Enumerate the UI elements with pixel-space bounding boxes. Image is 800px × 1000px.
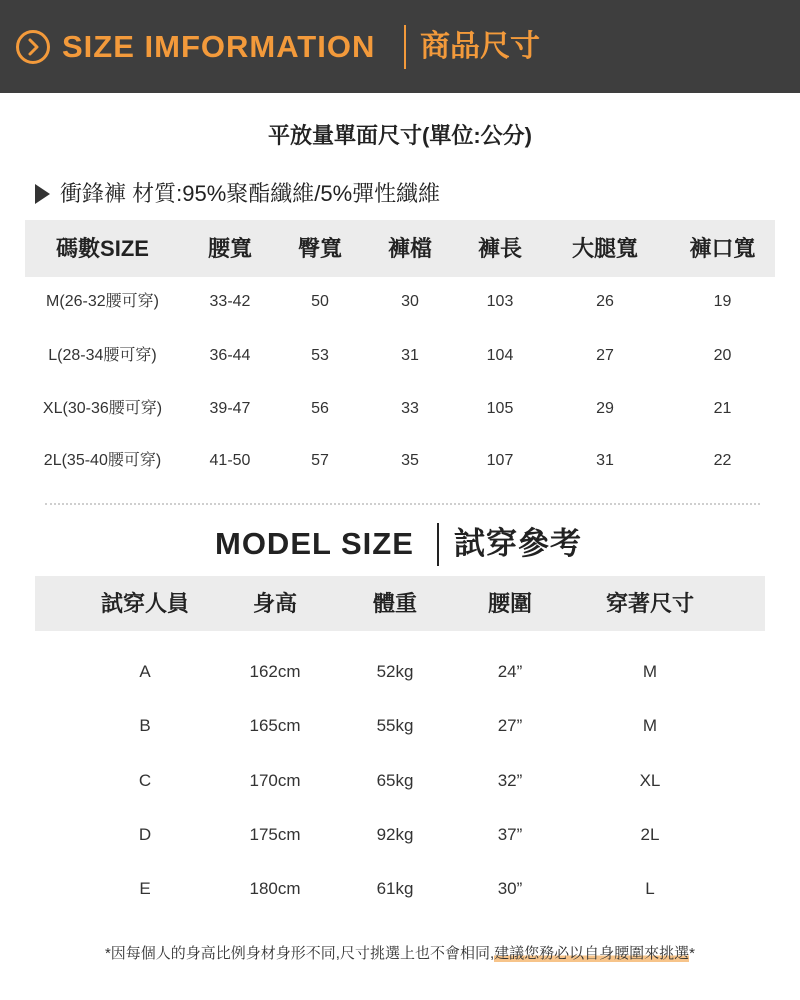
banner-title: SIZE IMFORMATION [62,29,376,64]
size-header-cell: 碼數SIZE [56,236,149,261]
size-header-cell: 臀寬 [297,236,342,261]
model-cell: 180cm [249,879,301,898]
size-cell: 41-50 [209,452,251,469]
model-cell: 24” [497,662,523,681]
size-table-row [25,446,775,476]
size-cell: 19 [713,293,732,310]
model-cell: 165cm [249,716,301,735]
header-banner [0,0,800,93]
size-header-cell: 腰寬 [207,236,252,261]
model-cell: 27” [497,716,523,735]
size-cell: 105 [486,400,514,417]
size-cell: 31 [596,452,614,469]
model-cell: B [139,716,151,735]
size-cell: 57 [311,452,329,469]
size-cell: 35 [401,452,419,469]
size-cell: 53 [311,347,329,364]
model-header-cell: 腰圍 [487,591,532,616]
model-cell: 52kg [376,662,414,681]
model-cell: D [138,825,152,844]
size-cell: 56 [311,400,329,417]
size-header-cell: 褲口寬 [689,236,756,261]
banner-divider [404,25,406,69]
model-cell: A [139,662,151,681]
model-cell: 30” [497,879,523,898]
footer-note [0,943,800,965]
size-cell: 103 [486,293,514,310]
size-cell: 29 [596,400,614,417]
model-header-cell: 穿著尺寸 [605,591,694,616]
model-cell: M [642,662,658,681]
chevron-right-circle-icon [15,29,51,65]
model-header-cell: 體重 [372,591,417,616]
model-table-row [35,820,765,850]
size-cell: 30 [401,293,419,310]
banner-title-cn: 商品尺寸 [420,30,540,63]
model-cell: 37” [497,825,523,844]
size-table-row [25,287,775,317]
footer-note-text: *因每個人的身高比例身材身形不同,尺寸挑選上也不會相同, [104,945,495,962]
size-cell: 107 [486,452,514,469]
model-cell: 162cm [249,662,301,681]
model-cell: 61kg [376,879,414,898]
model-table-row [35,657,765,687]
model-cell: 32” [497,771,523,790]
size-cell: 21 [713,400,732,417]
model-cell: XL [639,771,661,790]
model-cell: E [139,879,151,898]
size-cell: 39-47 [209,400,251,417]
footer-note-highlight: 建議您務必以自身腰圍來挑選 [494,945,690,962]
dotted-divider [45,503,760,505]
triangle-bullet-icon [35,184,50,204]
model-cell: 65kg [376,771,414,790]
size-cell: 26 [596,293,614,310]
size-cell: 50 [311,293,329,310]
size-table-row [25,341,775,371]
model-header-cell: 試穿人員 [100,591,189,616]
size-cell: XL(30-36腰可穿) [42,400,163,417]
size-cell: 36-44 [209,347,251,364]
size-cell: 22 [713,452,732,469]
model-cell: 92kg [376,825,414,844]
material-text: 衝鋒褲 材質:95%聚酯纖維/5%彈性纖維 [60,181,441,206]
model-table-row [35,766,765,796]
size-cell: 33 [401,400,419,417]
model-cell: 55kg [376,716,414,735]
model-title-divider [437,523,439,566]
model-cell: 170cm [249,771,301,790]
model-cell: 175cm [249,825,301,844]
model-cell: 2L [640,825,660,844]
size-cell: 33-42 [209,293,251,310]
model-cell: L [645,879,655,898]
size-table-header [25,220,775,277]
model-table-row [35,711,765,741]
model-size-title-cn: 試穿參考 [454,526,582,561]
size-cell: 104 [486,347,514,364]
size-header-cell: 大腿寬 [571,236,638,261]
model-size-title: MODEL SIZE [215,526,414,561]
size-cell: L(28-34腰可穿) [48,347,157,364]
model-table-header [35,576,765,631]
model-cell: C [138,771,152,790]
model-header-cell: 身高 [252,591,297,616]
model-cell: M [642,716,658,735]
size-cell: 20 [713,347,732,364]
size-header-cell: 褲長 [477,236,522,261]
size-cell: 27 [596,347,614,364]
size-header-cell: 褲檔 [387,236,432,261]
unit-title: 平放量單面尺寸(單位:公分) [268,123,532,148]
size-cell: 2L(35-40腰可穿) [43,452,162,469]
model-table-row [35,874,765,904]
size-cell: M(26-32腰可穿) [46,293,159,310]
size-cell: 31 [401,347,419,364]
size-table-row [25,394,775,424]
footer-note-end: * [689,945,696,962]
